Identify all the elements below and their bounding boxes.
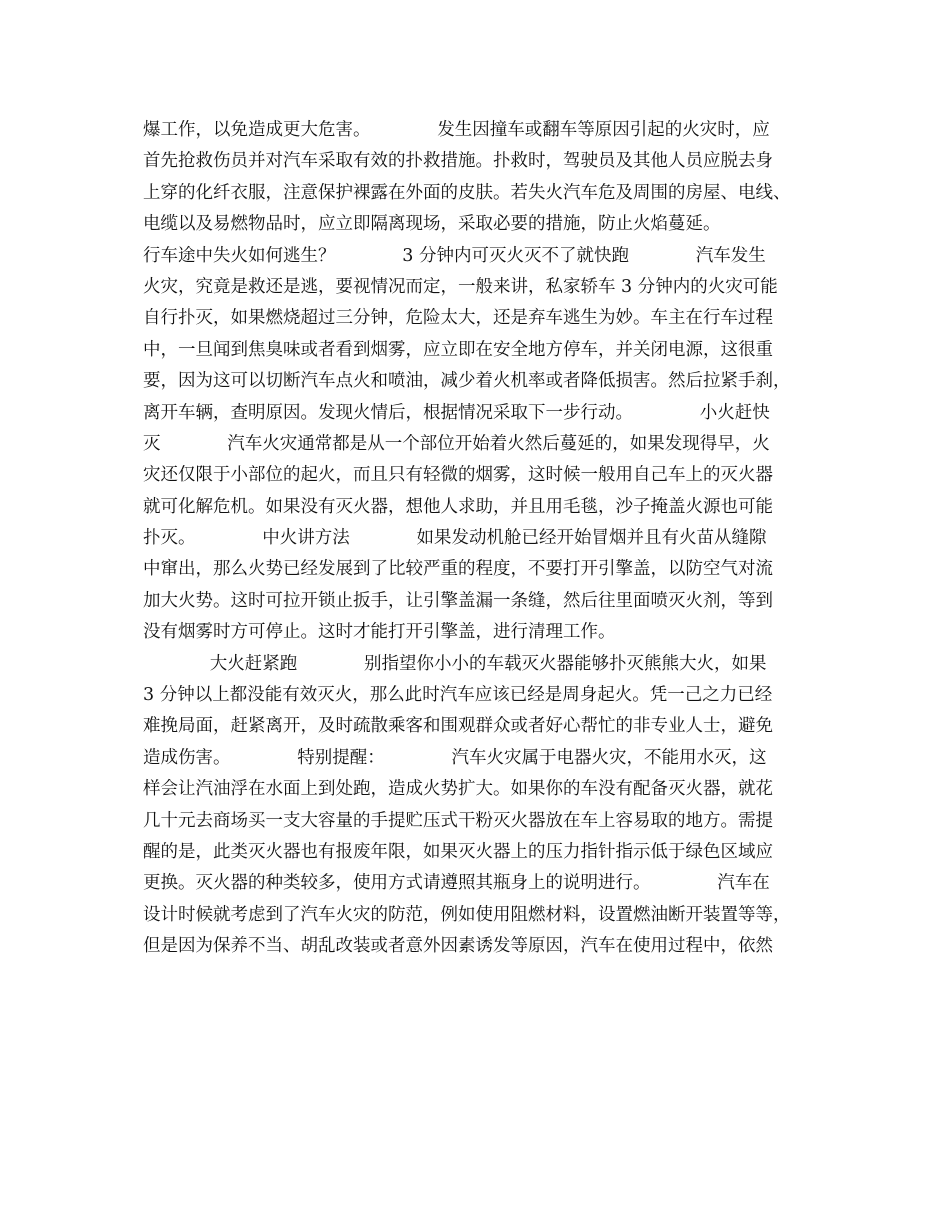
text-line: 加大火势。这时可拉开锁止扳手，让引擎盖漏一条缝，然后往里面喷灭火剂，等到 — [143, 590, 773, 611]
text-line: 样会让汽油浮在水面上到处跑，造成火势扩大。如果你的车没有配备灭火器，就花 — [143, 779, 773, 800]
text-line: 没有烟雾时方可停止。这时才能打开引擎盖，进行清理工作。 — [143, 622, 616, 643]
text-line: 爆工作，以免造成更大危害。 发生因撞车或翻车等原因引起的火灾时，应 — [143, 120, 770, 140]
text-line: 更换。灭火器的种类较多，使用方式请遵照其瓶身上的说明进行。 汽车在 — [143, 873, 770, 894]
text-line: 中窜出，那么火势已经发展到了比较严重的程度，不要打开引擎盖，以防空气对流 — [143, 559, 773, 580]
text-line: 中，一旦闻到焦臭味或者看到烟雾，应立即在安全地方停车，并关闭电源，这很重 — [143, 339, 773, 360]
text-line: 难挽局面，赶紧离开，及时疏散乘客和围观群众或者好心帮忙的非专业人士，避免 — [143, 716, 773, 737]
text-line: 上穿的化纤衣服，注意保护裸露在外面的皮肤。若失火汽车危及周围的房屋、电线、 — [143, 182, 791, 203]
text-line: 电缆以及易燃物品时，应立即隔离现场，采取必要的措施，防止火焰蔓延。 — [143, 214, 721, 235]
text-line: 几十元去商场买一支大容量的手提贮压式干粉灭火器放在车上容易取的地方。需提 — [143, 810, 773, 831]
text-line: 设计时候就考虑到了汽车火灾的防范，例如使用阻燃材料，设置燃油断开装置等等， — [143, 904, 791, 925]
text-line: 就可化解危机。如果没有灭火器，想他人求助，并且用毛毯，沙子掩盖火源也可能 — [143, 496, 773, 517]
text-line: 大火赶紧跑 别指望你小小的车载灭火器能够扑灭熊熊大火，如果 — [143, 653, 767, 674]
body-text — [143, 115, 823, 963]
text-line: 火灾，究竟是救还是逃，要视情况而定，一般来讲，私家轿车 3 分钟内的火灾可能 — [143, 276, 778, 297]
text-line: 自行扑灭，如果燃烧超过三分钟，危险太大，还是弃车逃生为妙。车主在行车过程 — [143, 308, 773, 329]
text-line: 灾还仅限于小部位的起火，而且只有轻微的烟雾，这时候一般用自己车上的灭火器 — [143, 465, 773, 486]
text-line: 3 分钟以上都没能有效灭火，那么此时汽车应该已经是周身起火。凭一己之力已经 — [143, 685, 773, 706]
text-line: 要，因为这可以切断汽车点火和喷油，减少着火机率或者降低损害。然后拉紧手刹， — [143, 371, 791, 392]
text-line: 造成伤害。 特别提醒： 汽车火灾属于电器火灾，不能用水灭，这 — [143, 747, 767, 768]
text-line: 醒的是，此类灭火器也有报废年限，如果灭火器上的压力指针指示低于绿色区域应 — [143, 841, 773, 862]
text-line: 离开车辆，查明原因。发现火情后，根据情况采取下一步行动。 小火赶快 — [143, 402, 770, 423]
text-line: 扑灭。 中火讲方法 如果发动机舱已经开始冒烟并且有火苗从缝隙 — [143, 528, 767, 549]
text-line: 灭 汽车火灾通常都是从一个部位开始着火然后蔓延的，如果发现得早，火 — [143, 433, 770, 454]
text-line: 行车途中失火如何逃生？ 3 分钟内可灭火灭不了就快跑 汽车发生 — [143, 245, 766, 266]
text-line: 但是因为保养不当、胡乱改装或者意外因素诱发等原因，汽车在使用过程中，依然 — [143, 936, 773, 957]
text-line: 首先抢救伤员并对汽车采取有效的扑救措施。扑救时，驾驶员及其他人员应脱去身 — [143, 151, 773, 172]
